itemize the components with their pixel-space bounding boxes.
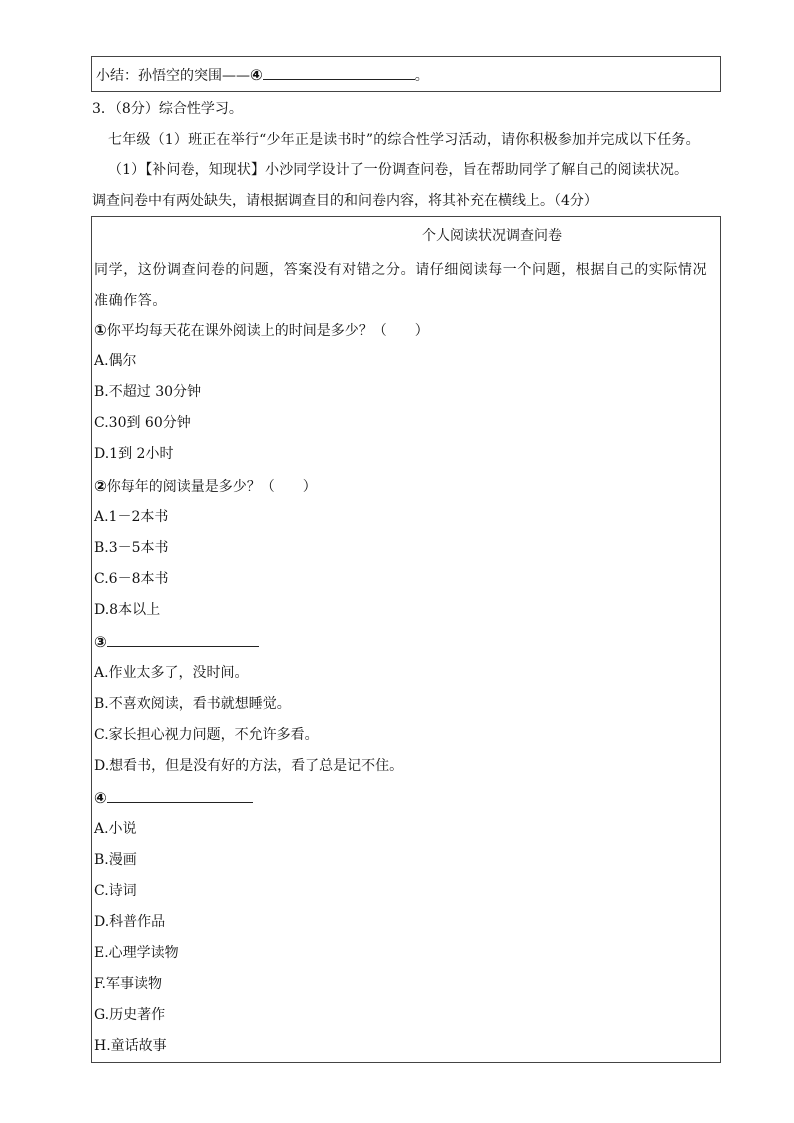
q3-option-c: C.家长担心视力问题，不允许多看。 bbox=[94, 727, 319, 743]
q4-option-h: H.童话故事 bbox=[94, 1038, 167, 1054]
q1-option-c: C.30到 60分钟 bbox=[94, 415, 191, 431]
q1-option-d: D.1到 2小时 bbox=[94, 446, 174, 462]
question-2 bbox=[94, 476, 317, 497]
q3-option-a: A.作业太多了，没时间。 bbox=[94, 665, 249, 681]
q2-option-a: A.1－2本书 bbox=[94, 509, 169, 525]
summary-suffix: 。 bbox=[414, 68, 429, 84]
q3-option-d: D.想看书，但是没有好的方法，看了总是记不住。 bbox=[94, 758, 404, 774]
question-3-heading: 3．（8分）综合性学习。 bbox=[92, 101, 243, 117]
question-2-text: 你每年的阅读量是多少？（ ） bbox=[106, 479, 317, 495]
q4-option-g: G.历史著作 bbox=[94, 1007, 166, 1023]
q1-option-a: A.偶尔 bbox=[94, 353, 137, 369]
question-3-intro: 七年级（1）班正在举行“少年正是读书时”的综合性学习活动，请你积极参加并完成以下任务。 bbox=[108, 132, 700, 148]
task-1-text: （1）【补问卷，知现状】小沙同学设计了一份调查问卷，旨在帮助同学了解自己的阅读状况。 bbox=[108, 162, 689, 178]
q3-option-b: B.不喜欢阅读，看书就想睡觉。 bbox=[94, 696, 291, 712]
q2-option-c: C.6－8本书 bbox=[94, 571, 169, 587]
question-4 bbox=[94, 788, 253, 809]
question-3-number: ③ bbox=[94, 633, 107, 651]
summary-prefix: 小结：孙悟空的突围—— bbox=[96, 68, 250, 84]
q4-option-a: A.小说 bbox=[94, 821, 137, 837]
q1-option-b: B.不超过 30分钟 bbox=[94, 384, 202, 400]
survey-instruction: 调查问卷中有两处缺失，请根据调查目的和问卷内容，将其补充在横线上。（4分） bbox=[92, 193, 598, 209]
q4-option-c: C.诗词 bbox=[94, 883, 137, 899]
summary-line bbox=[96, 65, 429, 86]
question-3-answer-blank[interactable] bbox=[107, 634, 259, 647]
q2-option-b: B.3－5本书 bbox=[94, 540, 169, 556]
summary-answer-blank[interactable] bbox=[263, 67, 415, 80]
question-2-number: ② bbox=[94, 477, 107, 495]
question-3 bbox=[94, 632, 259, 653]
q4-option-e: E.心理学读物 bbox=[94, 945, 179, 961]
survey-title: 个人阅读状况调查问卷 bbox=[422, 228, 562, 244]
summary-box bbox=[91, 56, 721, 92]
survey-intro: 同学，这份调查问卷的问题，答案没有对错之分。请仔细阅读每一个问题，根据自己的实际情况准确作答。 bbox=[94, 262, 708, 309]
survey-box bbox=[91, 216, 721, 1063]
q4-option-b: B.漫画 bbox=[94, 852, 137, 868]
summary-circle-number: ④ bbox=[250, 66, 263, 84]
q4-option-f: F.军事读物 bbox=[94, 976, 162, 992]
question-1 bbox=[94, 320, 429, 341]
q4-option-d: D.科普作品 bbox=[94, 914, 166, 930]
question-1-number: ① bbox=[94, 321, 107, 339]
q2-option-d: D.8本以上 bbox=[94, 602, 161, 618]
question-4-number: ④ bbox=[94, 789, 107, 807]
question-4-answer-blank[interactable] bbox=[107, 790, 253, 803]
question-1-text: 你平均每天花在课外阅读上的时间是多少？（ ） bbox=[106, 323, 429, 339]
